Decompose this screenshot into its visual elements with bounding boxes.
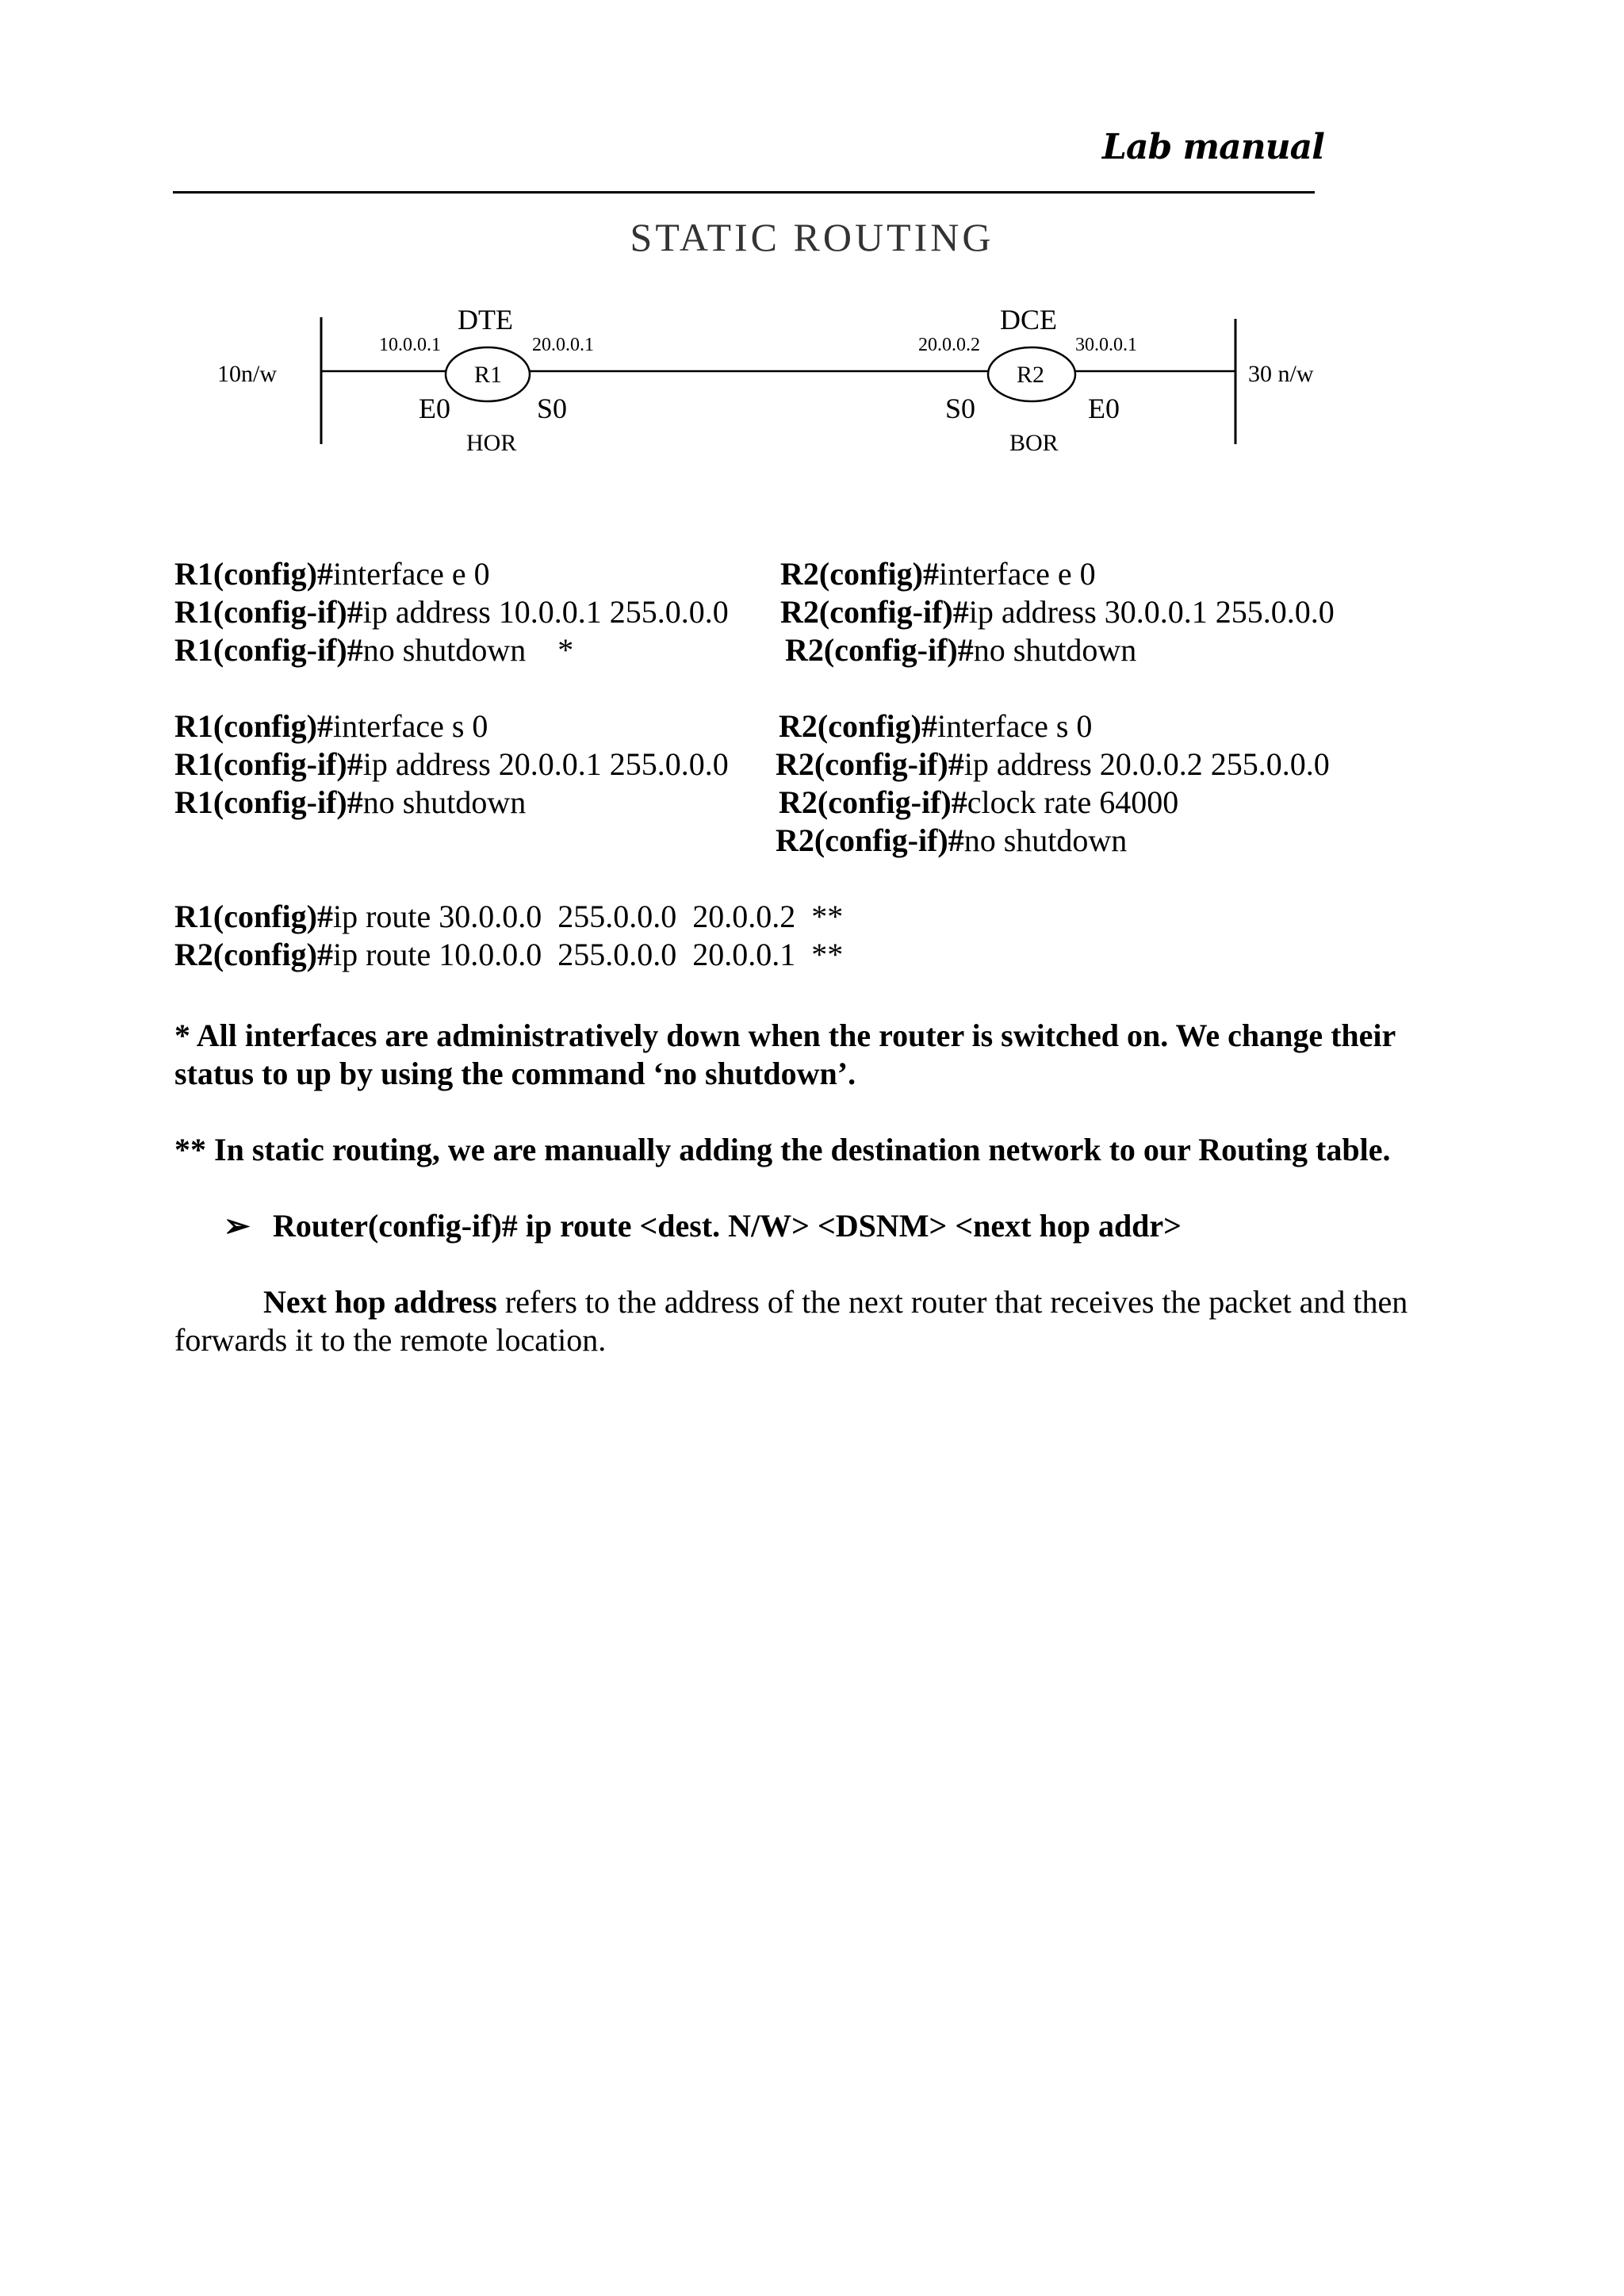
command-row	[174, 593, 1522, 631]
network-diagram	[0, 293, 1624, 468]
r1-command: ip address 10.0.0.1 255.0.0.0	[362, 594, 729, 630]
r1-site-label: HOR	[466, 430, 517, 456]
r2-command: no shutdown	[973, 632, 1137, 668]
r2-name-label: R2	[1017, 362, 1045, 388]
r2-s0-ip: 20.0.0.2	[918, 335, 980, 355]
r1-prompt: R1(config-if)#	[174, 632, 363, 668]
command-row	[174, 746, 1522, 784]
command-row	[174, 784, 1522, 822]
next-hop-definition: refers to the address of the next router that receives the packet and then forwards it to the remote location.	[174, 1284, 1408, 1358]
r1-command: ip address 20.0.0.1 255.0.0.0	[362, 746, 729, 782]
command-row	[174, 555, 1522, 593]
r1-s0-label: S0	[537, 393, 568, 424]
r2-s0-label: S0	[945, 393, 976, 424]
r2-command: ip address 20.0.0.2 255.0.0.0	[963, 746, 1330, 782]
route-row	[174, 936, 1522, 974]
route-prompt: R1(config)#	[174, 899, 333, 934]
r1-prompt: R1(config)#	[174, 708, 333, 744]
r1-command: no shutdown *	[362, 632, 574, 668]
route-prompt: R2(config)#	[174, 937, 333, 972]
header-label: Lab manual	[1102, 127, 1324, 167]
r1-role-label: DTE	[458, 304, 513, 335]
r2-command: interface e 0	[938, 556, 1096, 592]
r2-prompt: R2(config)#	[780, 556, 939, 592]
r1-command: interface e 0	[332, 556, 490, 592]
network-diagram-svg	[0, 293, 1624, 468]
header-rule	[173, 191, 1315, 194]
arrow-bullet-icon: ➢	[224, 1208, 251, 1244]
command-row	[174, 707, 1522, 746]
r1-prompt: R1(config)#	[174, 556, 333, 592]
r1-prompt: R1(config-if)#	[174, 594, 363, 630]
r1-prompt: R1(config-if)#	[174, 784, 363, 820]
next-hop-paragraph	[174, 1283, 1491, 1359]
syntax-text: Router(config-if)# ip route <dest. N/W> <DSNM> <next hop addr>	[273, 1208, 1182, 1244]
r1-s0-ip: 20.0.0.1	[532, 335, 594, 355]
r2-command: ip address 30.0.0.1 255.0.0.0	[968, 594, 1335, 630]
right-network-label: 30 n/w	[1248, 361, 1314, 387]
next-hop-term: Next hop address	[263, 1284, 497, 1320]
r1-command: no shutdown	[362, 784, 527, 820]
r2-e0-label: E0	[1088, 393, 1120, 424]
r2-prompt: R2(config)#	[779, 708, 937, 744]
r1-e0-label: E0	[419, 393, 450, 424]
r1-name-label: R1	[474, 362, 503, 388]
command-row	[174, 631, 1522, 669]
r2-command: clock rate 64000	[967, 784, 1179, 820]
route-row	[174, 898, 1522, 936]
r2-command: no shutdown	[963, 822, 1128, 858]
note-static-routing: ** In static routing, we are manually adding the destination network to our Routing table.	[174, 1132, 1391, 1167]
r2-site-label: BOR	[1009, 430, 1059, 456]
note-no-shutdown: * All interfaces are administratively down when the router is switched on. We change their status to up by using the command ‘no shutdown’.	[174, 1018, 1396, 1091]
r2-prompt: R2(config-if)#	[779, 784, 967, 820]
r2-prompt: R2(config-if)#	[776, 822, 964, 858]
r2-role-label: DCE	[1000, 304, 1057, 335]
r2-e0-ip: 30.0.0.1	[1075, 335, 1137, 355]
r1-command: interface s 0	[332, 708, 488, 744]
r1-prompt: R1(config-if)#	[174, 746, 363, 782]
r1-e0-ip: 10.0.0.1	[379, 335, 441, 355]
command-row	[174, 822, 1522, 860]
config-commands	[174, 555, 1522, 974]
page-title: STATIC ROUTING	[630, 215, 994, 259]
r2-prompt: R2(config-if)#	[776, 746, 964, 782]
left-network-label: 10n/w	[217, 361, 277, 387]
route-command: ip route 10.0.0.0 255.0.0.0 20.0.0.1 **	[332, 937, 844, 972]
r2-command: interface s 0	[936, 708, 1093, 744]
syntax-bullet	[224, 1207, 1182, 1245]
route-command: ip route 30.0.0.0 255.0.0.0 20.0.0.2 **	[332, 899, 844, 934]
r2-prompt: R2(config-if)#	[785, 632, 974, 668]
r2-prompt: R2(config-if)#	[780, 594, 969, 630]
